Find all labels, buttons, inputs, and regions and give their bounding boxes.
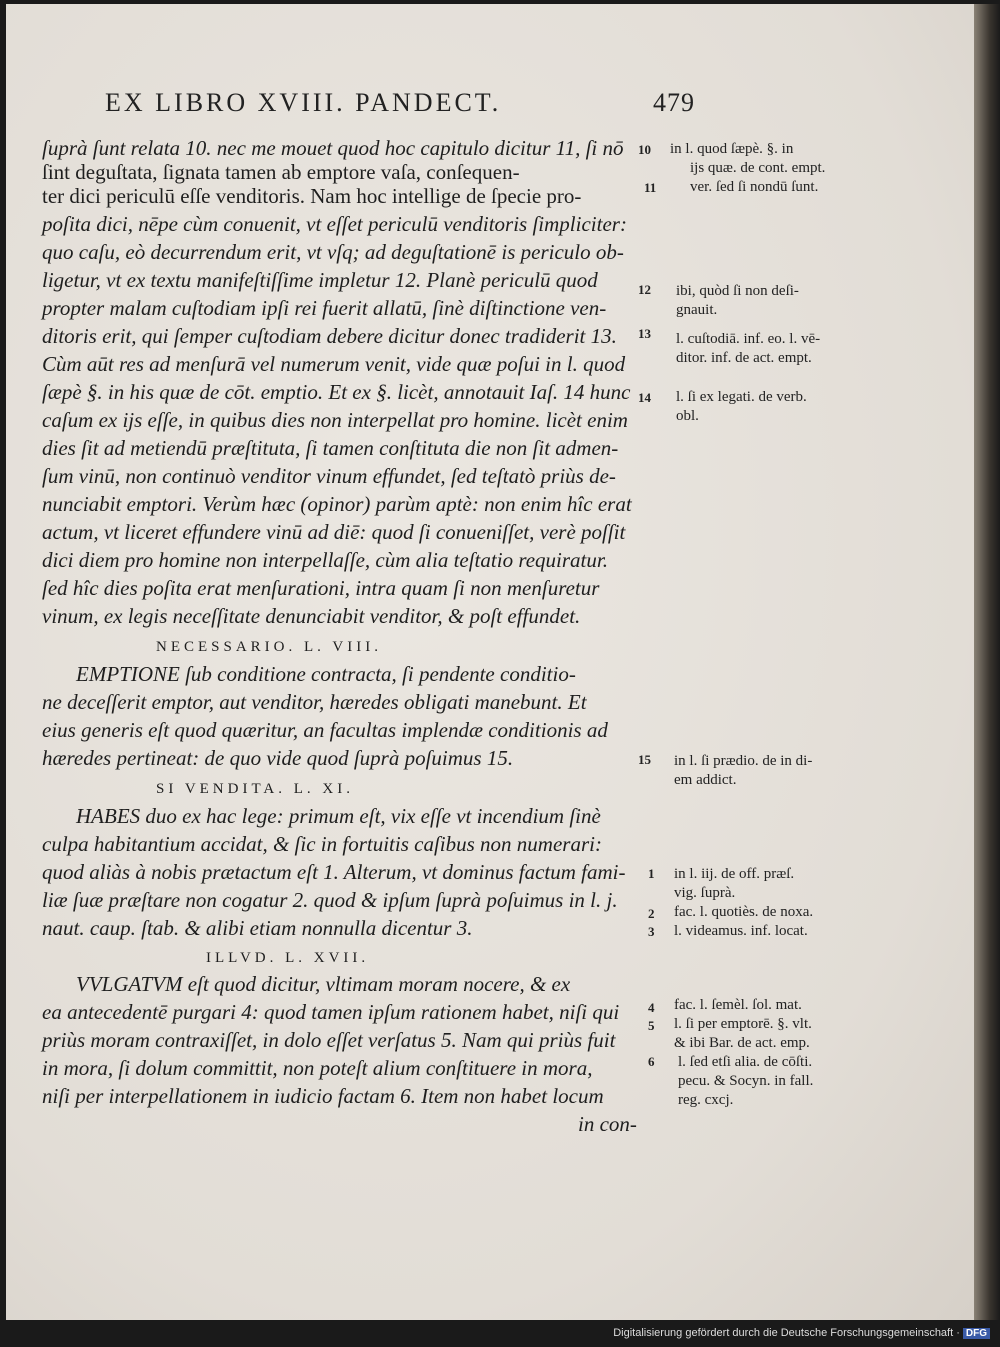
margin-note: l. ſi ex legati. de verb.: [676, 389, 807, 405]
text-line: ſuprà ſunt relata 10. nec me mouet quod hoc capitulo dicitur 11, ſi nō: [42, 136, 624, 160]
margin-note: fac. l. ſemèl. ſol. mat.: [674, 997, 802, 1013]
section-heading: SI VENDITA. L. XI.: [156, 781, 355, 797]
margin-note: ditor. inf. de act. empt.: [676, 350, 812, 366]
page-number: 479: [653, 88, 695, 117]
footer-text: Digitalisierung gefördert durch die Deutsche Forschungsgemeinschaft ·: [613, 1327, 960, 1339]
text-line: EMPTIONE ſub conditione contracta, ſi pendente conditio-: [76, 662, 576, 686]
margin-ref-number: 12: [638, 282, 651, 297]
margin-note: in l. iij. de off. præſ.: [674, 866, 795, 882]
text-line: ditoris erit, qui ſemper cuſtodiam debere dicitur donec tradiderit 13.: [42, 324, 617, 348]
text-line: quod aliàs à nobis prætactum eſt 1. Alterum, vt dominus factum fami-: [42, 860, 626, 884]
section-heading: ILLVD. L. XVII.: [206, 950, 370, 966]
text-line: niſi per interpellationem in iudicio factam 6. Item non habet locum: [42, 1084, 604, 1108]
margin-note: & ibi Bar. de act. emp.: [674, 1035, 810, 1051]
text-line: vinum, ex legis neceſſitate denunciabit venditor, & poſt effundet.: [42, 604, 581, 628]
text-line: propter malam cuſtodiam ipſi rei fuerit allatū, ſinè diſtinctione ven-: [42, 296, 607, 320]
margin-ref-number: 15: [638, 752, 651, 767]
text-line: ſint deguſtata, ſignata tamen ab emptore vaſa, conſequen-: [42, 160, 520, 184]
margin-ref-number: 10: [638, 142, 651, 157]
margin-ref-number: 5: [648, 1018, 655, 1033]
running-title: EX LIBRO XVIII. PANDECT.: [105, 88, 502, 117]
text-line: ſæpè §. in his quæ de cōt. emptio. Et ex §. licèt, annotauit Iaſ. 14 hunc: [42, 380, 631, 404]
margin-note: ver. ſed ſi nondū ſunt.: [690, 179, 819, 195]
text-line: in mora, ſi dolum committit, non poteſt alium conſtituere in mora,: [42, 1056, 593, 1080]
text-line: dies ſit ad metiendū præſtituta, ſi tamen conſtituta die non ſit admen-: [42, 436, 619, 460]
margin-ref-number: 6: [648, 1054, 655, 1069]
text-line: dici diem pro homine non interpellaſſe, cùm alia teſtatio requiratur.: [42, 548, 608, 572]
margin-note: l. ſed etſi alia. de cōſti.: [678, 1054, 813, 1070]
margin-note: l. videamus. inf. locat.: [674, 923, 808, 939]
margin-note: l. ſi per emptorē. §. vlt.: [674, 1016, 812, 1032]
dfg-badge: DFG: [963, 1328, 990, 1339]
text-line: ne deceſſerit emptor, aut venditor, hæredes obligati manebunt. Et: [42, 690, 587, 714]
margin-ref-number: 2: [648, 906, 655, 921]
margin-ref-number: 13: [638, 326, 651, 341]
margin-note: ibi, quòd ſi non deſi-: [676, 283, 799, 299]
text-line: ſum vinū, non continuò venditor vinum effundet, ſed teſtatò priùs de-: [42, 464, 616, 488]
text-line: VVLGATVM eſt quod dicitur, vltimam moram nocere, & ex: [76, 972, 571, 996]
text-line: poſita dici, nēpe cùm conuenit, vt eſſet periculū venditoris ſimpliciter:: [42, 212, 627, 236]
section-heading: NECESSARIO. L. VIII.: [156, 639, 382, 655]
text-line: priùs moram contraxiſſet, in dolo eſſet verſatus 5. Nam qui priùs fuit: [42, 1028, 616, 1052]
book-page: [6, 4, 977, 1320]
book-spine-shadow: [974, 4, 1000, 1320]
text-line: hæredes pertineat: de quo vide quod ſuprà poſuimus 15.: [42, 746, 514, 770]
text-line: ter dici periculū eſſe venditoris. Nam hoc intellige de ſpecie pro-: [42, 184, 582, 208]
text-line: culpa habitantium accidat, & ſic in fortuitis caſibus non numerari:: [42, 832, 602, 856]
margin-note: vig. ſuprà.: [674, 885, 736, 901]
margin-note: l. cuſtodiā. inf. eo. l. vē-: [676, 331, 821, 347]
margin-note: fac. l. quotiès. de noxa.: [674, 904, 814, 920]
text-line: actum, vt liceret effundere vinū ad diē: quod ſi conueniſſet, verè poſſit: [42, 520, 626, 544]
text-line: caſum ex ijs eſſe, in quibus dies non interpellat pro homine. licèt enim: [42, 408, 628, 432]
margin-note: ijs quæ. de cont. empt.: [690, 160, 826, 176]
text-line: naut. caup. ſtab. & alibi etiam nonnulla dicentur 3.: [42, 916, 473, 940]
digitization-footer: [613, 1327, 990, 1339]
text-line: eius generis eſt quod quæritur, an facultas implendæ conditionis ad: [42, 718, 608, 742]
margin-ref-number: 4: [648, 1000, 655, 1015]
margin-note: reg. cxcj.: [678, 1092, 734, 1108]
catchword: in con-: [578, 1112, 637, 1136]
text-line: liæ ſuæ præſtare non cogatur 2. quod & ipſum ſuprà poſuimus in l. j.: [42, 888, 618, 912]
margin-note: in l. quod ſæpè. §. in: [670, 141, 794, 157]
text-line: ligetur, vt ex textu manifeſtiſſime impletur 12. Planè periculū quod: [42, 268, 598, 292]
text-line: Cùm aūt res ad menſurā vel numerum venit, vide quæ poſui in l. quod: [42, 352, 626, 376]
margin-ref-number: 11: [644, 180, 657, 195]
margin-ref-number: 3: [648, 924, 655, 939]
text-line: HABES duo ex hac lege: primum eſt, vix eſſe vt incendium ſinè: [76, 804, 601, 828]
margin-note: pecu. & Socyn. in fall.: [678, 1073, 814, 1089]
margin-ref-number: 14: [638, 390, 651, 405]
margin-note: in l. ſi prædio. de in di-: [674, 753, 813, 769]
margin-note: em addict.: [674, 772, 737, 788]
text-line: nunciabit emptori. Verùm hæc (opinor) parùm aptè: non enim hîc erat: [42, 492, 632, 516]
margin-note: obl.: [676, 408, 699, 424]
text-line: quo caſu, eò decurrendum erit, vt vſq; ad deguſtationē is periculo ob-: [42, 240, 624, 264]
text-line: ea antecedentē purgari 4: quod tamen ipſum rationem habet, niſi qui: [42, 1000, 620, 1024]
margin-note: gnauit.: [676, 302, 718, 318]
margin-ref-number: 1: [648, 866, 655, 881]
text-line: ſed hîc dies poſita erat menſurationi, intra quam ſi non menſuretur: [42, 576, 600, 600]
